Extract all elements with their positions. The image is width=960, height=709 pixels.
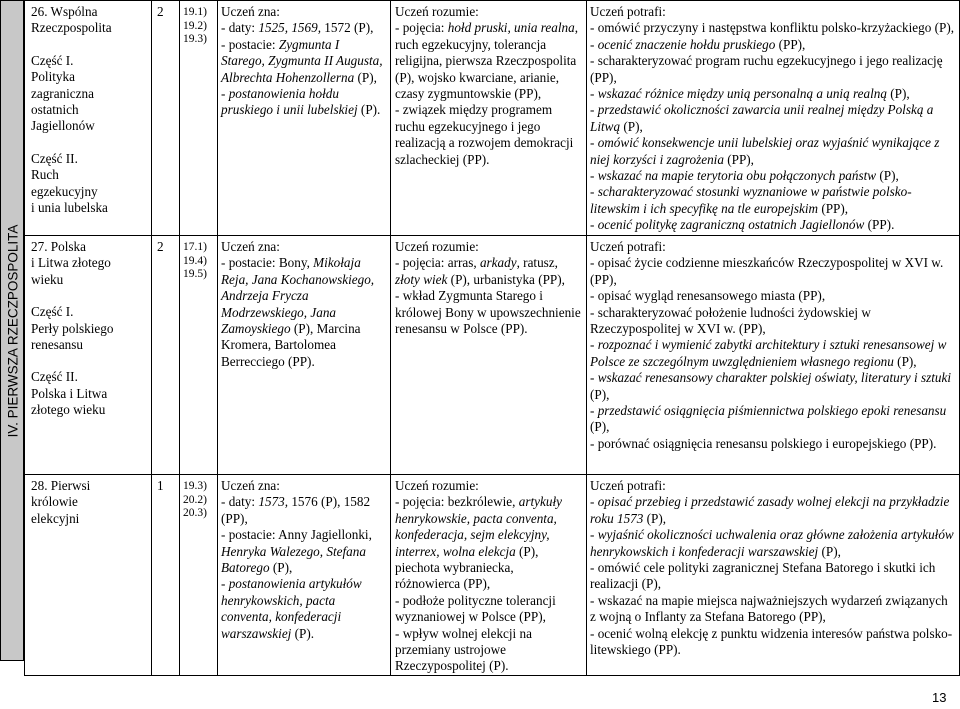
understanding-text: , ruch egzekucyjny, tolerancja religijna, pierwsza Rzeczpospolita (P), wojsko kwarciane, arianie, czasy zygmuntowskie (PP),	[395, 20, 579, 102]
understanding-cell	[391, 1, 587, 236]
skill-text: - omówić cele polityki zagranicznej Stefana Batorego i skutki ich realizacji (P),	[590, 560, 936, 592]
knowledge-text: (P),	[354, 69, 377, 85]
skill-text: (PP),	[723, 151, 754, 167]
skill-item	[590, 86, 955, 102]
knowledge-cell	[218, 236, 391, 475]
understanding-text: - związek między programem ruchu egzekucyjnego i jego realizacją a rozwojem demokracji szlacheckiej (PP).	[395, 102, 574, 167]
knowledge-item	[221, 576, 386, 642]
skill-text: (PP),	[775, 36, 806, 52]
knowledge-text: Uczeń zna:	[221, 4, 280, 19]
reference-code: 20.3)	[183, 507, 207, 519]
skill-text: - omówić konsekwencje unii lubelskiej oraz wyjaśnić wynikające z niej korzyści i zagrożenia	[590, 135, 940, 167]
topic-line: złotego wieku	[31, 402, 106, 418]
skill-item	[590, 370, 955, 403]
skill-text: - przedstawić okoliczności zawarcia unii realnej między Polską a Litwą	[590, 102, 934, 134]
knowledge-text: (P).	[291, 625, 315, 641]
knowledge-text: 1573,	[258, 494, 289, 510]
topic-line: królowie	[31, 494, 78, 510]
knowledge-text: Zygmunta I Starego, Zygmunta II Augusta, Albrechta Hohenzollerna	[221, 36, 383, 85]
knowledge-item	[221, 239, 386, 255]
hours-cell	[152, 1, 180, 236]
knowledge-item	[221, 4, 386, 20]
reference-code: 17.1)	[183, 241, 207, 253]
skill-item	[590, 102, 955, 135]
topic-line: Perły polskiego	[31, 320, 114, 336]
knowledge-item	[221, 37, 386, 86]
topic-line: wieku	[31, 271, 64, 287]
knowledge-text: - postanowienia artykułów henrykowskich, pacta conventa, konfederacji warszawskiej	[221, 576, 362, 641]
topic-line: Część II.	[31, 150, 78, 166]
knowledge-text: Henryka Walezego, Stefana Batorego	[221, 543, 366, 576]
skill-text: - opisać przebieg i przedstawić zasady wolnej elekcji na przykładzie roku 1573	[590, 494, 950, 526]
understanding-text: hołd pruski, unia realna	[447, 20, 575, 36]
skill-text: (PP),	[818, 200, 849, 216]
knowledge-item	[221, 255, 386, 370]
skill-text: (P),	[590, 386, 610, 402]
skill-item	[590, 184, 955, 217]
skill-text: - wskazać na mapie terytoria obu połączonych państw	[590, 168, 877, 184]
curriculum-table	[24, 0, 960, 676]
topic-line: egzekucyjny	[31, 183, 98, 199]
reference-code: 19.3)	[183, 33, 207, 45]
understanding-item	[395, 494, 582, 592]
understanding-text: artykuły henrykowskie, pacta conventa, konfederacja, sejm elekcyjny, interrex, wolna elekcja	[395, 494, 562, 559]
understanding-text: złoty wiek	[395, 271, 448, 287]
skill-item	[590, 626, 955, 659]
hours-cell	[152, 475, 180, 676]
understanding-cell	[391, 475, 587, 676]
skill-item	[590, 494, 955, 527]
understanding-cell	[391, 236, 587, 475]
topic-line: Część II.	[31, 369, 78, 385]
knowledge-text: 1525, 1569,	[258, 20, 321, 36]
skill-text: - scharakteryzować położenie ludności żydowskiej w Rzeczypospolitej w XVI w. (PP),	[590, 304, 871, 337]
understanding-text: - pojęcia:	[395, 20, 448, 36]
knowledge-text: 1572 (P),	[321, 20, 374, 36]
hours-cell	[152, 236, 180, 475]
skill-item	[590, 4, 955, 20]
topic-line: 27. Polska	[31, 239, 86, 254]
understanding-text: - podłoże polityczne tolerancji wyznaniowej w Polsce (PP),	[395, 592, 556, 625]
topic-line: Część I.	[31, 52, 74, 68]
skill-item	[590, 168, 955, 184]
skill-text: - scharakteryzować stosunki wyznaniowe w państwie polsko-litewskim i ich specyfikę na tle europejskim	[590, 184, 912, 216]
skill-text: (P),	[643, 510, 667, 526]
references-cell	[180, 475, 218, 676]
skill-text: (P),	[876, 168, 899, 184]
skill-text: Uczeń potrafi:	[590, 239, 666, 254]
topic-line: renesansu	[31, 337, 83, 353]
skills-cell	[587, 1, 960, 236]
understanding-item	[395, 478, 582, 494]
topic-line: 28. Pierwsi	[31, 478, 91, 493]
skill-item	[590, 255, 955, 288]
table-row	[25, 475, 960, 676]
understanding-text: (P), urbanistyka (PP),	[447, 271, 565, 287]
knowledge-text: - postacie: Bony,	[221, 255, 314, 271]
understanding-item	[395, 255, 582, 271]
skill-text: - omówić przyczyny i następstwa konfliktu polsko-krzyżackiego (P),	[590, 20, 955, 36]
reference-code: 19.3)	[183, 480, 207, 492]
skill-text: - ocenić wolną elekcję z punktu widzenia interesów państwa polsko-litewskiego (PP).	[590, 625, 953, 658]
topic-line: Jagiellonów	[31, 118, 95, 134]
knowledge-item	[221, 527, 386, 576]
reference-code: 20.2)	[183, 493, 207, 506]
references-cell	[180, 236, 218, 475]
understanding-item	[395, 239, 582, 255]
knowledge-text: (P), Marcina Kromera, Bartolomea Berrecciego (PP).	[221, 321, 361, 369]
topic-line: zagraniczna	[31, 85, 94, 101]
skill-text: (P),	[886, 86, 910, 102]
skill-item	[590, 37, 955, 53]
knowledge-text: 1576 (P), 1582 (PP),	[221, 494, 371, 526]
skill-item	[590, 560, 955, 593]
skill-text: (PP).	[864, 217, 895, 233]
topic-line: Polityka	[31, 69, 75, 85]
reference-code: 19.5)	[183, 268, 207, 280]
knowledge-text: - daty:	[221, 20, 259, 36]
hours-value: 2	[157, 4, 164, 19]
understanding-text: arkady	[479, 255, 517, 271]
skill-item	[590, 305, 955, 338]
references-cell	[180, 1, 218, 236]
skill-text: - porównać osiągnięcia renesansu polskiego i europejskiego (PP).	[590, 435, 937, 451]
understanding-item	[395, 626, 582, 675]
skill-text: - rozpoznać i wymienić zabytki architektury i sztuki renesansowej w Polsce ze szczególnym uwzględnieniem własnego regionu	[590, 337, 947, 369]
knowledge-text: - postanowienia hołdu pruskiego i unii lubelskiej	[221, 86, 358, 118]
understanding-item	[395, 4, 582, 20]
skills-cell	[587, 236, 960, 475]
knowledge-text: (P).	[357, 102, 381, 118]
topic-line: elekcyjni	[31, 510, 80, 526]
skill-item	[590, 436, 955, 452]
topic-line: i unia lubelska	[31, 200, 108, 216]
topic-line: Część I.	[31, 304, 74, 320]
understanding-text: Uczeń rozumie:	[395, 239, 479, 254]
understanding-text: - wkład Zygmunta Starego i królowej Bony w upowszechnienie renesansu w Polsce (PP).	[395, 288, 581, 337]
topic-cell	[25, 236, 152, 475]
knowledge-text: - postacie:	[221, 36, 279, 52]
topic-line: Rzeczpospolita	[31, 20, 112, 36]
knowledge-item	[221, 86, 386, 119]
skill-text: - ocenić politykę zagraniczną ostatnich Jagiellonów	[590, 217, 865, 233]
knowledge-text: - daty:	[221, 494, 259, 510]
skill-item	[590, 403, 955, 436]
knowledge-cell	[218, 475, 391, 676]
understanding-item	[395, 20, 582, 102]
table-row	[25, 1, 960, 236]
reference-code: 19.2)	[183, 19, 207, 32]
topic-cell	[25, 1, 152, 236]
side-label: IV. PIERWSZA RZECZPOSPOLITA	[5, 224, 21, 438]
knowledge-text: (P),	[269, 560, 293, 576]
knowledge-item	[221, 20, 386, 36]
skill-item	[590, 527, 955, 560]
knowledge-cell	[218, 1, 391, 236]
skill-text: (P),	[818, 543, 841, 559]
topic-line: ostatnich	[31, 102, 79, 118]
understanding-text: - pojęcia: arras,	[395, 255, 480, 271]
understanding-item	[395, 272, 582, 288]
skill-item	[590, 478, 955, 494]
reference-code: 19.1)	[183, 6, 207, 18]
skill-text: (P),	[590, 419, 610, 435]
understanding-item	[395, 593, 582, 626]
skill-text: Uczeń potrafi:	[590, 478, 666, 493]
skill-item	[590, 217, 955, 233]
topic-line: 26. Wspólna	[31, 4, 98, 19]
understanding-item	[395, 288, 582, 337]
understanding-text: (P), piechota wybraniecka, różnowierca (PP),	[395, 543, 539, 592]
skill-text: - wskazać renesansowy charakter polskiej oświaty, literatury i sztuki	[590, 370, 952, 386]
reference-code: 19.4)	[183, 254, 207, 267]
knowledge-item	[221, 494, 386, 527]
knowledge-text: - postacie: Anny Jagiellonki,	[221, 527, 372, 543]
understanding-text: - wpływ wolnej elekcji na przemiany ustrojowe Rzeczypospolitej (P).	[395, 625, 532, 674]
topic-line: Polska i Litwa	[31, 385, 108, 401]
topic-line: Ruch	[31, 167, 59, 183]
topic-line: i Litwa złotego	[31, 255, 111, 271]
skill-text: - opisać życie codzienne mieszkańców Rzeczypospolitej w XVI w. (PP),	[590, 255, 944, 287]
understanding-item	[395, 102, 582, 168]
understanding-text: - pojęcia: bezkrólewie,	[395, 494, 519, 510]
knowledge-text: Uczeń zna:	[221, 239, 280, 254]
understanding-text: Uczeń rozumie:	[395, 4, 479, 19]
skill-item	[590, 337, 955, 370]
hours-value: 1	[157, 478, 164, 493]
skills-cell	[587, 475, 960, 676]
understanding-text: , ratusz,	[516, 255, 558, 271]
topic-cell	[25, 475, 152, 676]
skill-text: - scharakteryzować program ruchu egzekucyjnego i jego realizację (PP),	[590, 53, 943, 85]
skill-text: - przedstawić osiągnięcia piśmiennictwa polskiego epoki renesansu	[590, 403, 947, 419]
skill-item	[590, 593, 955, 626]
knowledge-text: Uczeń zna:	[221, 478, 280, 493]
skill-text: (P),	[620, 118, 643, 134]
skill-text: (P),	[893, 353, 917, 369]
skill-text: Uczeń potrafi:	[590, 4, 666, 19]
skill-item	[590, 53, 955, 86]
skill-item	[590, 239, 955, 255]
table-row	[25, 236, 960, 475]
skill-text: - wyjaśnić okoliczności uchwalenia oraz główne założenia artykułów henrykowskich i konfederacji warszawskiej	[590, 527, 954, 559]
skill-text: - opisać wygląd renesansowego miasta (PP),	[590, 288, 826, 304]
page-number: 13	[932, 690, 947, 705]
knowledge-item	[221, 478, 386, 494]
skill-item	[590, 20, 955, 36]
understanding-text: Uczeń rozumie:	[395, 478, 479, 493]
skill-text: - wskazać różnice między unią personalną a unią realną	[590, 86, 887, 102]
skill-item	[590, 135, 955, 168]
skill-text: - wskazać na mapie miejsca najważniejszych wydarzeń związanych z wojną o Inflanty za Stefana Batorego (PP),	[590, 592, 948, 625]
skill-text: - ocenić znaczenie hołdu pruskiego	[590, 36, 776, 52]
knowledge-text: Mikołaja Reja, Jana Kochanowskiego, Andrzeja Frycza Modrzewskiego, Jana Zamoyskiego	[221, 255, 375, 337]
hours-value: 2	[157, 239, 164, 254]
skill-item	[590, 288, 955, 304]
section-side-band	[0, 0, 24, 661]
